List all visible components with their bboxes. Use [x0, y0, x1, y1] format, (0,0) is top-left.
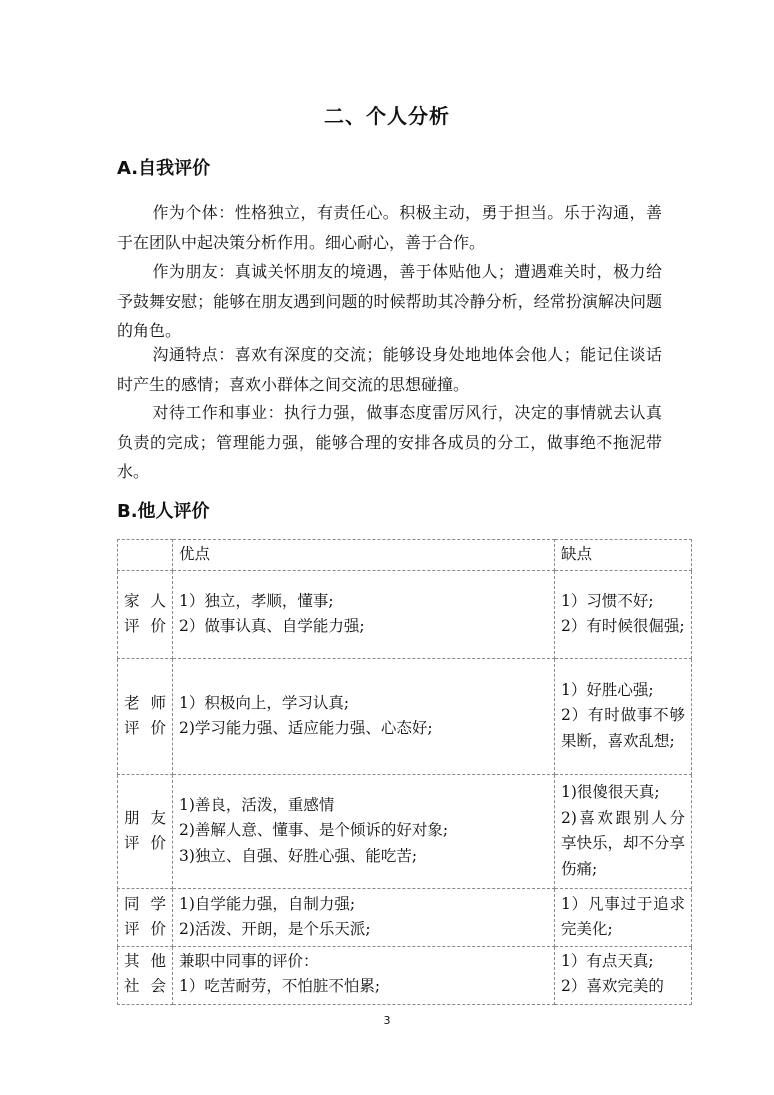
cons-cell: 1）习惯不好; 2）有时候很倔强; [555, 570, 692, 658]
pros-cell: 1)善良，活泼，重感情 2)善解人意、懂事、是个倾诉的好对象; 3)独立、自强、好胜心强、能吃苦; [173, 774, 555, 888]
pros-cell: 1）积极向上，学习认真; 2)学习能力强、适应能力强、心态好; [173, 658, 555, 774]
table-row-others [118, 946, 692, 1004]
table-row-family [118, 570, 692, 658]
cons-cell: 1）凡事过于追求完美化; [555, 888, 692, 946]
pros-cell: 1)自学能力强，自制力强; 2)活泼、开朗，是个乐天派; [173, 888, 555, 946]
paragraph-work-attitude [117, 398, 662, 487]
row-label: 朋友 评价 [118, 774, 173, 888]
paragraph-text: 沟通特点：喜欢有深度的交流；能够设身处地地体会他人；能记住谈话时产生的感情；喜欢小群体之间交流的思想碰撞。 [117, 345, 662, 394]
paragraph-as-friend [117, 257, 662, 346]
row-label: 家人 评价 [118, 570, 173, 658]
row-label: 老师 评价 [118, 658, 173, 774]
paragraph-communication [117, 340, 662, 399]
cons-cell: 1）有点天真; 2）喜欢完美的 [555, 946, 692, 1004]
table-row-friends [118, 774, 692, 888]
paragraph-text: 作为朋友：真诚关怀朋友的境遇，善于体贴他人；遭遇难关时，极力给予鼓舞安慰；能够在朋友遇到问题的时候帮助其冷静分析，经常扮演解决问题的角色。 [117, 262, 662, 340]
cons-cell: 1)很傻很天真; 2)喜欢跟别人分享快乐，却不分享伤痛; [555, 774, 692, 888]
paragraph-text: 作为个体：性格独立，有责任心。积极主动，勇于担当。乐于沟通，善于在团队中起决策分析作用。细心耐心，善于合作。 [117, 203, 662, 252]
section-heading-self-evaluation: A.自我评价 [117, 158, 211, 179]
paragraph-as-individual [117, 198, 662, 257]
row-label: 其他 社会 [118, 946, 173, 1004]
header-pros: 优点 [173, 540, 555, 571]
page-title: 二、个人分析 [324, 104, 450, 128]
cons-cell: 1）好胜心强; 2）有时做事不够果断，喜欢乱想; [555, 658, 692, 774]
section-heading-others-evaluation: B.他人评价 [117, 501, 210, 522]
header-blank-cell [118, 540, 173, 571]
table-header-row [118, 540, 692, 571]
paragraph-text: 对待工作和事业：执行力强，做事态度雷厉风行，决定的事情就去认真负责的完成；管理能力强，能够合理的安排各成员的分工，做事绝不拖泥带水。 [117, 403, 662, 481]
header-cons: 缺点 [555, 540, 692, 571]
pros-cell: 1）独立，孝顺，懂事; 2）做事认真、自学能力强; [173, 570, 555, 658]
row-label: 同学 评价 [118, 888, 173, 946]
evaluation-table [117, 539, 692, 1005]
table-row-classmates [118, 888, 692, 946]
table-row-teacher [118, 658, 692, 774]
page-number: 3 [383, 1014, 391, 1027]
pros-cell: 兼职中同事的评价： 1）吃苦耐劳，不怕脏不怕累; [173, 946, 555, 1004]
